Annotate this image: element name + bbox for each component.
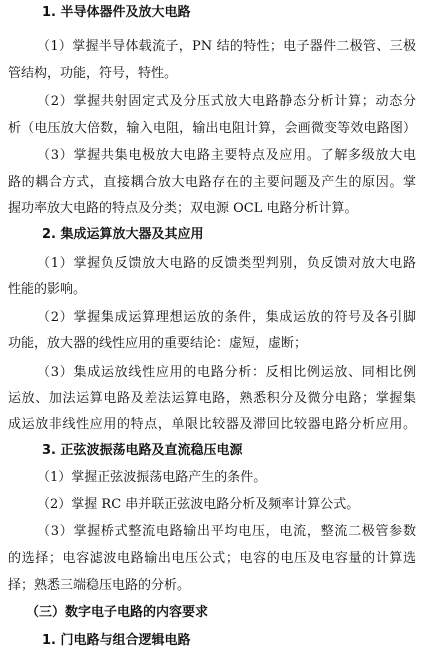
- paragraph-line: 路的耦合方式，直接耦合放大电路存在的主要问题及产生的原因。掌: [8, 175, 416, 190]
- paragraph-line: （1）掌握负反馈放大电路的反馈类型判别，负反馈对放大电路: [37, 256, 416, 271]
- heading-op-amp: 2. 集成运算放大器及其应用: [42, 227, 204, 242]
- paragraph-line: （3）掌握共集电极放大电路主要特点及应用。了解多级放大电: [37, 148, 416, 163]
- paragraph-line: 运放、加法运算电路及差法运算电路，熟悉积分及微分电路；掌握集: [8, 391, 416, 406]
- paragraph-line: 功能，放大器的线性应用的重要结论：虚短，虚断；: [8, 336, 308, 351]
- paragraph-line: （2）掌握 RC 串并联正弦波电路分析及频率计算公式。: [37, 497, 360, 512]
- paragraph-line: （1）掌握正弦波振荡电路产生的条件。: [37, 470, 267, 485]
- paragraph-line: 成运放非线性应用的特点，单限比较器及滞回比较器电路分析应用。: [8, 417, 416, 432]
- paragraph-line: 握功率放大电路的特点及分类；双电源 OCL 电路分析计算。: [8, 201, 358, 216]
- paragraph-line: 析（电压放大倍数，输入电阻，输出电阻计算，会画微变等效电路图）: [8, 121, 416, 136]
- paragraph-line: 的选择；电容滤波电路输出电压公式；电容的电压及电容量的计算选: [8, 551, 416, 566]
- paragraph-line: 管结构，功能，符号，特性。: [8, 66, 178, 81]
- paragraph-line: （2）掌握集成运算理想运放的条件，集成运放的符号及各引脚: [37, 310, 416, 325]
- paragraph-line: 性能的影响。: [8, 282, 87, 297]
- paragraph-line: （1）掌握半导体载流子，PN 结的特性；电子器件二极管、三极: [37, 39, 416, 54]
- section-heading-digital: （三）数字电子电路的内容要求: [26, 605, 209, 620]
- heading-oscillator: 3. 正弦波振荡电路及直流稳压电源: [42, 443, 243, 458]
- paragraph-line: （3）掌握桥式整流电路输出平均电压，电流，整流二极管参数: [37, 524, 416, 539]
- paragraph-line: （3）集成运放线性应用的电路分析：反相比例运放、同相比例: [37, 365, 416, 380]
- paragraph-line: （2）掌握共射固定式及分压式放大电路静态分析计算；动态分: [37, 94, 416, 109]
- heading-semiconductor: 1. 半导体器件及放大电路: [42, 5, 191, 20]
- paragraph-line: 择；熟悉三端稳压电路的分析。: [8, 578, 191, 593]
- heading-logic-gates: 1. 门电路与组合逻辑电路: [42, 633, 191, 648]
